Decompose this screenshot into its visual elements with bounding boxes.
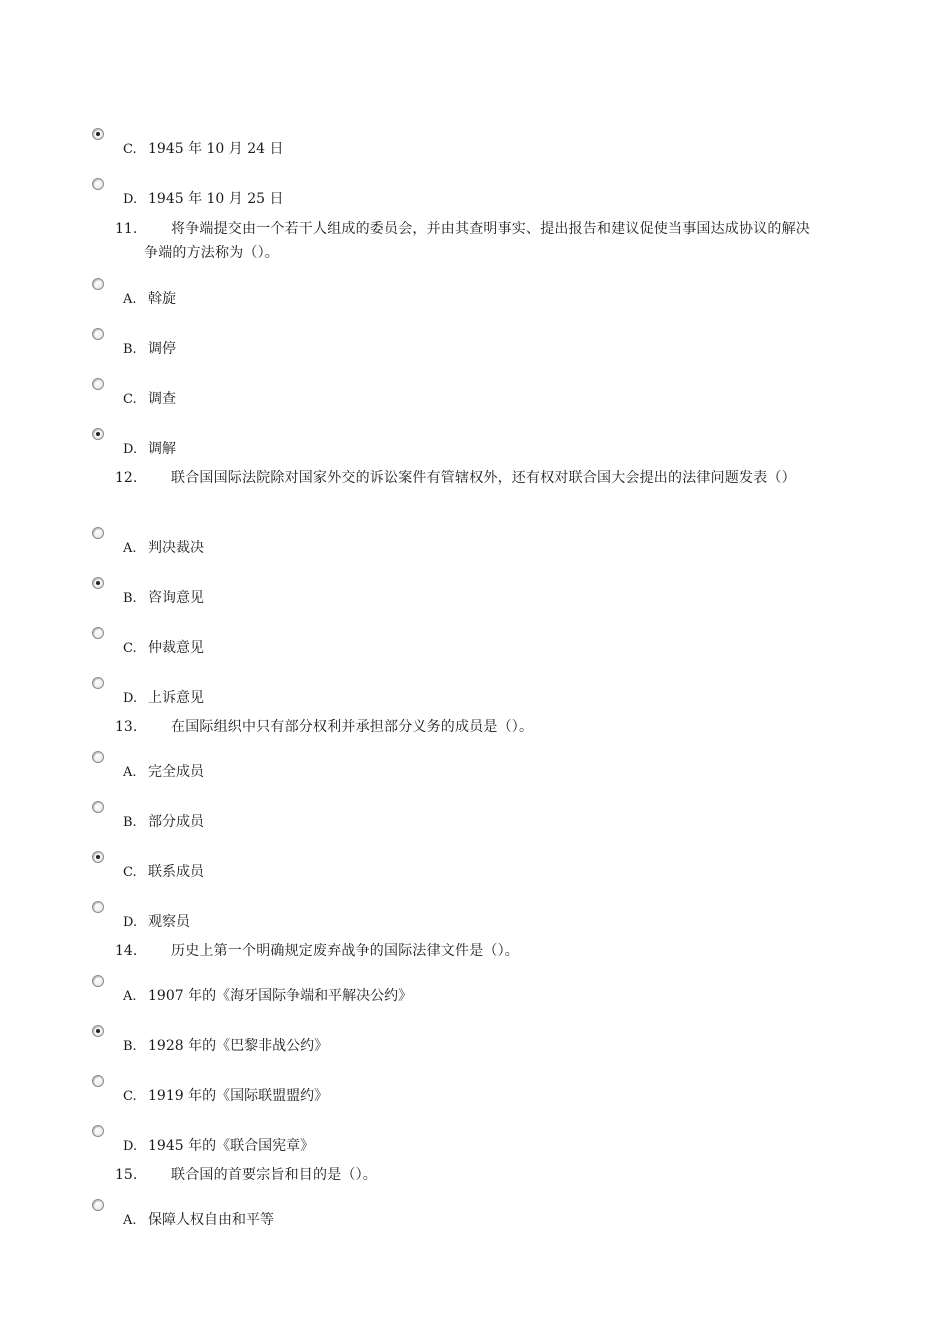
q11-option-b-radio[interactable] bbox=[92, 328, 104, 340]
q13-option-d-radio[interactable] bbox=[92, 901, 104, 913]
q14-number: 14. bbox=[115, 943, 138, 959]
q12-option-c-radio[interactable] bbox=[92, 627, 104, 639]
q13-text: 在国际组织中只有部分权利并承担部分义务的成员是（）。 bbox=[171, 719, 534, 735]
q14-option-c-radio[interactable] bbox=[92, 1075, 104, 1087]
q11-option-b: B. 调停 bbox=[123, 341, 176, 357]
q14-option-a: A. 1907 年的《海牙国际争端和平解决公约》 bbox=[123, 988, 413, 1004]
q10-option-c: C. 1945 年 10 月 24 日 bbox=[123, 141, 284, 157]
q12-number: 12. bbox=[115, 470, 138, 486]
q12-option-b-radio[interactable] bbox=[92, 577, 104, 589]
q14-option-c: C. 1919 年的《国际联盟盟约》 bbox=[123, 1088, 329, 1104]
q11-option-d-radio[interactable] bbox=[92, 428, 104, 440]
q11-option-a: A. 斡旋 bbox=[123, 291, 176, 307]
q13-option-b-radio[interactable] bbox=[92, 801, 104, 813]
q12-option-a: A. 判决裁决 bbox=[123, 540, 204, 556]
q12-option-d: D. 上诉意见 bbox=[123, 690, 204, 706]
q12-option-d-radio[interactable] bbox=[92, 677, 104, 689]
q15-text: 联合国的首要宗旨和目的是（）。 bbox=[171, 1167, 377, 1183]
q14-text: 历史上第一个明确规定废弃战争的国际法律文件是（）。 bbox=[171, 943, 519, 959]
q12-option-b: B. 咨询意见 bbox=[123, 590, 204, 606]
q13-option-c: C. 联系成员 bbox=[123, 864, 204, 880]
q14-option-d-radio[interactable] bbox=[92, 1125, 104, 1137]
q13-option-a-radio[interactable] bbox=[92, 751, 104, 763]
q11-text: 将争端提交由一个若干人组成的委员会，并由其查明事实、提出报告和建议促使当事国达成协议的解决争端的方法称为（）。 bbox=[144, 221, 810, 261]
q12-option-a-radio[interactable] bbox=[92, 527, 104, 539]
q15-number: 15. bbox=[115, 1167, 138, 1183]
q12-option-c: C. 仲裁意见 bbox=[123, 640, 204, 656]
q14-option-a-radio[interactable] bbox=[92, 975, 104, 987]
q13-option-b: B. 部分成员 bbox=[123, 814, 204, 830]
q10-option-c-radio[interactable] bbox=[92, 128, 104, 140]
q13-number: 13. bbox=[115, 719, 138, 735]
q15-option-a-radio[interactable] bbox=[92, 1199, 104, 1211]
q12-text: 联合国国际法院除对国家外交的诉讼案件有管辖权外，还有权对联合国大会提出的法律问题发表（） bbox=[171, 470, 796, 486]
q13-option-a: A. 完全成员 bbox=[123, 764, 204, 780]
q15-option-a: A. 保障人权自由和平等 bbox=[123, 1212, 274, 1228]
q10-option-d: D. 1945 年 10 月 25 日 bbox=[123, 191, 284, 207]
q10-option-d-radio[interactable] bbox=[92, 178, 104, 190]
q13-option-d: D. 观察员 bbox=[123, 914, 190, 930]
q14-option-b: B. 1928 年的《巴黎非战公约》 bbox=[123, 1038, 329, 1054]
q14-option-b-radio[interactable] bbox=[92, 1025, 104, 1037]
q11-number: 11. bbox=[115, 221, 138, 237]
q13-option-c-radio[interactable] bbox=[92, 851, 104, 863]
q11-option-c-radio[interactable] bbox=[92, 378, 104, 390]
q11-option-a-radio[interactable] bbox=[92, 278, 104, 290]
q11-option-d: D. 调解 bbox=[123, 441, 176, 457]
q14-option-d: D. 1945 年的《联合国宪章》 bbox=[123, 1138, 315, 1154]
q11-option-c: C. 调查 bbox=[123, 391, 176, 407]
